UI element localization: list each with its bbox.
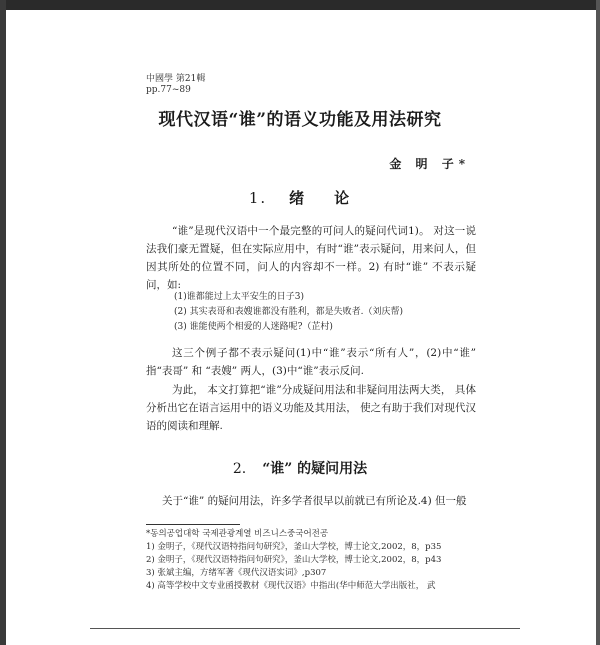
example-item: (1)谁都能过上太平安生的日子3) bbox=[174, 292, 304, 302]
author-name: 金 明 子* bbox=[389, 157, 470, 171]
journal-header bbox=[146, 74, 205, 96]
example-list bbox=[174, 290, 403, 335]
scan-border-right bbox=[596, 0, 600, 645]
paragraph-section2-start: 关于“谁” 的疑问用法，许多学者很早以前就已有所论及.4) 但一般 bbox=[162, 495, 467, 507]
page-range: pp.77~89 bbox=[146, 85, 191, 95]
section-number: 2. bbox=[232, 461, 247, 477]
section-title-part-2: 论 bbox=[334, 189, 352, 207]
section-heading-2 bbox=[0, 458, 600, 478]
scan-border-top bbox=[0, 0, 600, 10]
footnote-item: 4) 高等学校中文专业函授教材《现代汉语》中指出(华中师范大学出版社， 武 bbox=[146, 581, 436, 591]
paragraph-purpose: 为此， 本文打算把“谁”分成疑问用法和非疑问用法两大类， 具体分析出它在语言运用中的语义功能及其用法， 使之有助于我们对现代汉语的阅读和理解. bbox=[146, 384, 476, 432]
footnote-item: 2) 金明子，《现代汉语特指问句研究》，釜山大学校，博士论文,2002，8，p43 bbox=[146, 555, 442, 565]
example-item: (2) 其实表哥和表嫂谁都没有胜利，都是失败者.（刘庆帮) bbox=[174, 307, 403, 317]
footnote-affiliation: *동의공업대학 국제관광계열 비즈니스중국어전공 bbox=[146, 529, 329, 539]
paragraph-analysis: 这三个例子都不表示疑问(1)中“谁”表示“所有人”，(2)中“谁” 指“表哥” 和 “表嫂” 两人，(3)中“谁”表示反问. bbox=[146, 347, 476, 377]
paragraph-intro: “谁”是现代汉语中一个最完整的可问人的疑问代词1)。 对这一说法我们豪无置疑，但在实际应用中，有时“谁”表示疑问，用来问人，但因其所处的位置不同，问人的内容却不一样。2) 有时“谁” 不表示疑问，如: bbox=[146, 225, 476, 291]
example-item: (3) 谁能使两个相爱的人迷路呢?（芷村) bbox=[174, 322, 333, 332]
footnote-list bbox=[146, 528, 441, 593]
section-heading-1 bbox=[0, 187, 600, 208]
page-bottom-line bbox=[90, 628, 520, 629]
footnote-divider bbox=[146, 524, 240, 525]
footnote-item: 3) 张斌主编，方绪军著《现代汉语实词》,p307 bbox=[146, 568, 327, 578]
section-number: 1. bbox=[248, 189, 268, 207]
section-title-part-1: 绪 bbox=[289, 189, 307, 207]
journal-issue: 中國學 第21輯 bbox=[146, 74, 206, 84]
section-title: “谁” 的疑问用法 bbox=[262, 461, 368, 477]
footnote-item: 1) 金明子，《现代汉语特指问句研究》，釜山大学校，博士论文,2002，8，p35 bbox=[146, 542, 442, 552]
paper-title: 现代汉语“谁”的语义功能及用法研究 bbox=[158, 110, 442, 130]
scan-border-left bbox=[0, 0, 6, 645]
